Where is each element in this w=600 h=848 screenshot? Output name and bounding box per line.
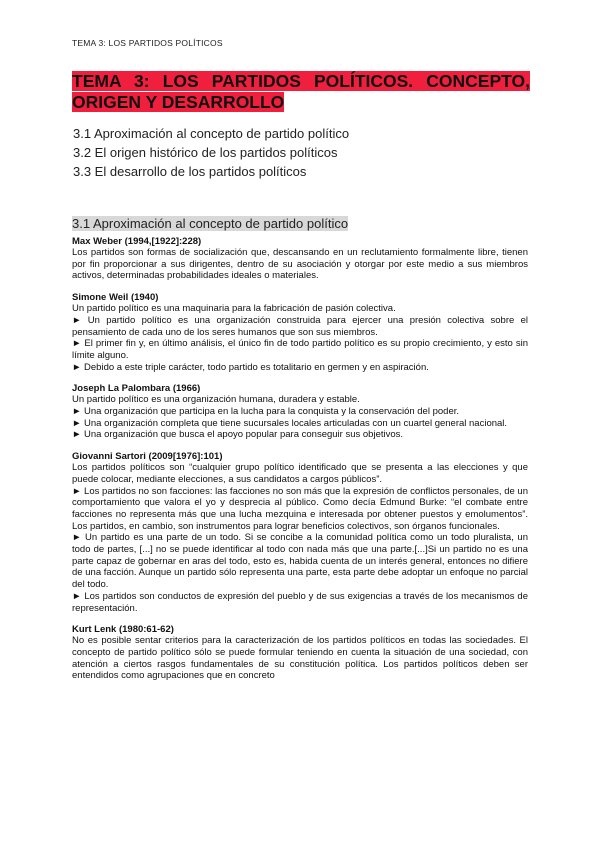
entry-paragraph: ► Los partidos no son facciones: las facciones no son más que la expresión de conflictos personales, de un comportamiento que valora el yo y desprecia al público. Como decía Edmund Burke: “el combate entre facciones no representa más que una lucha mezquina e interesada por obtener puestos y emolumentos”. Los partidos, en cambio, son instrumentos para lograr beneficios colectivos, son órganos funcionales.: [72, 485, 528, 532]
entry-sartori: [72, 451, 528, 614]
main-title-text: TEMA 3: LOS PARTIDOS POLÍTICOS. CONCEPTO, ORIGEN Y DESARROLLO: [72, 71, 530, 112]
entry-paragraph: ► Una organización que participa en la lucha para la conquista y la conservación del poder.: [72, 406, 460, 418]
entry-la-palombara: [72, 383, 528, 441]
entry-paragraph: Un partido político es una maquinaria para la fabricación de pasión colectiva.: [72, 303, 396, 315]
section-heading: [72, 215, 348, 233]
entry-max-weber: [72, 236, 528, 282]
entry-author: Joseph La Palombara (1966): [72, 383, 201, 395]
entry-paragraph: Los partidos políticos son “cualquier grupo político identificado que se presenta a las elecciones y que puede colocar, mediante elecciones, a sus candidatos a cargos públicos”.: [72, 462, 528, 485]
entry-paragraph: ► Los partidos son conductos de expresión del pueblo y de sus exigencias a través de los mecanismos de representación.: [72, 590, 528, 614]
entry-paragraph: ► Una organización que busca el apoyo popular para conseguir sus objetivos.: [72, 429, 404, 441]
entry-author: Simone Weil (1940): [72, 292, 159, 304]
entry-paragraph: Los partidos son formas de socialización que, descansando en un reclutamiento formalmente libre, tienen por fin proporcionar a sus dirigentes, dentro de su asociación y otorgar por este medio a sus miembros activos, determinadas probabilidades ideales o materiales.: [72, 247, 528, 282]
entry-author: Kurt Lenk (1980:61-62): [72, 624, 174, 636]
entry-author: Max Weber (1994,[1922]:228): [72, 236, 202, 247]
running-header: TEMA 3: LOS PARTIDOS POLÍTICOS: [72, 38, 223, 48]
section-heading-text: 3.1 Aproximación al concepto de partido político: [72, 216, 349, 231]
table-of-contents: [73, 124, 533, 181]
entry-paragraph: No es posible sentar criterios para la caracterización de los partidos políticos en todas las sociedades. El concepto de partido político sólo se puede formular teniendo en cuenta la situación de una sociedad, con atención a ciertos rasgos fundamentales de su constitución política. Los partidos políticos deben ser entendidos como agrupaciones que en concreto: [72, 635, 528, 682]
entry-paragraph: ► Un partido político es una organización construida para ejercer una presión colectiva sobre el pensamiento de cada uno de los seres humanos que son sus miembros.: [72, 314, 528, 338]
toc-item-3-2: 3.2 El origen histórico de los partidos políticos: [73, 145, 338, 160]
toc-item-3-1: 3.1 Aproximación al concepto de partido político: [73, 126, 350, 141]
entry-paragraph: Un partido político es una organización humana, duradera y estable.: [72, 394, 360, 406]
entry-author: Giovanni Sartori (2009[1976]:101): [72, 451, 223, 463]
entry-paragraph: ► Debido a este triple carácter, todo partido es totalitario en germen y en aspiración.: [72, 361, 429, 373]
entry-simone-weil: [72, 292, 528, 373]
entry-paragraph: ► El primer fin y, en último análisis, el único fin de todo partido político es su propio crecimiento, y esto sin límite alguno.: [72, 338, 528, 361]
entry-kurt-lenk: [72, 624, 528, 682]
toc-item-3-3: 3.3 El desarrollo de los partidos políticos: [73, 164, 307, 179]
entry-paragraph: ► Una organización completa que tiene sucursales locales articuladas con un cuartel general nacional.: [72, 417, 508, 429]
definitions-content: [72, 236, 528, 692]
main-title: [72, 71, 530, 113]
entry-paragraph: ► Un partido es una parte de un todo. Si se concibe a la comunidad política como un todo pluralista, un todo de partes, [...] no se puede identificar al todo con nada más que una parte.[...]Si un partido no es una parte capaz de gobernar en aras del todo, esto es, habida cuenta de un interés general, entonces no difiere de una facción. Aunque un partido sólo representa una parte, esta parte debe adoptar un enfoque no parcial del todo.: [72, 532, 528, 591]
